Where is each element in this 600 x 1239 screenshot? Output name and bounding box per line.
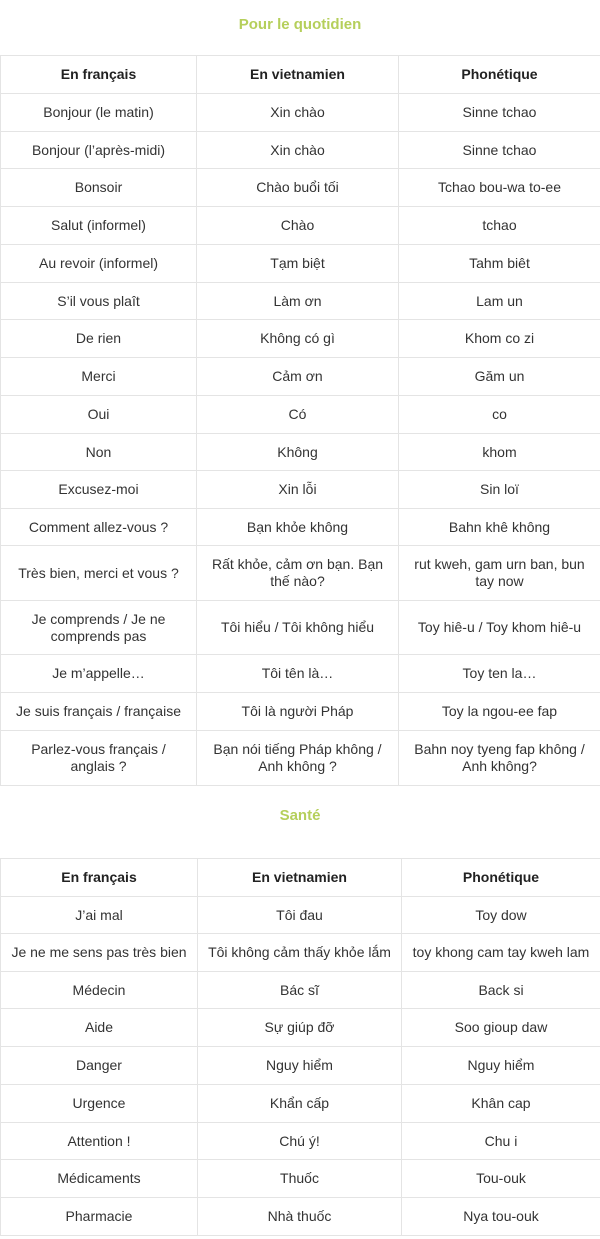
- cell-vietnamese: Tôi tên là…: [197, 655, 399, 693]
- cell-phonetic: Khom co zi: [399, 320, 600, 358]
- cell-vietnamese: Tôi đau: [198, 897, 402, 934]
- cell-phonetic: toy khong cam tay kweh lam: [402, 934, 600, 972]
- table-row: [1, 94, 600, 132]
- cell-phonetic: Bahn noy tyeng fap không / Anh không?: [399, 731, 600, 786]
- table-row: [1, 934, 600, 972]
- cell-phonetic: Tahm biêt: [399, 245, 600, 283]
- cell-phonetic: Sin loï: [399, 471, 600, 509]
- cell-french: Salut (informel): [1, 207, 197, 245]
- cell-vietnamese: Bạn nói tiếng Pháp không / Anh không ?: [197, 731, 399, 786]
- column-header-phonetic: Phonétique: [402, 859, 600, 897]
- cell-french: Je comprends / Je ne comprends pas: [1, 601, 197, 655]
- cell-french: Aide: [1, 1009, 198, 1047]
- table-row: [1, 320, 600, 358]
- cell-french: Je suis français / française: [1, 693, 197, 731]
- cell-vietnamese: Tạm biệt: [197, 245, 399, 283]
- section-title-quotidien: Pour le quotidien: [238, 16, 362, 33]
- table-row: [1, 509, 600, 546]
- cell-phonetic: Nya tou-ouk: [402, 1198, 600, 1236]
- column-header-vietnamese: En vietnamien: [197, 56, 399, 94]
- cell-phonetic: Toy dow: [402, 897, 600, 934]
- cell-french: Urgence: [1, 1085, 198, 1123]
- cell-french: Attention !: [1, 1123, 198, 1160]
- cell-phonetic: Khân cap: [402, 1085, 600, 1123]
- cell-vietnamese: Nguy hiểm: [198, 1047, 402, 1085]
- cell-french: Parlez-vous français / anglais ?: [1, 731, 197, 786]
- cell-vietnamese: Nhà thuốc: [198, 1198, 402, 1236]
- table-row: [1, 1123, 600, 1160]
- table-row: [1, 283, 600, 320]
- cell-french: Médicaments: [1, 1160, 198, 1198]
- cell-french: Merci: [1, 358, 197, 396]
- cell-vietnamese: Cảm ơn: [197, 358, 399, 396]
- cell-phonetic: Toy la ngou-ee fap: [399, 693, 600, 731]
- cell-vietnamese: Chú ý!: [198, 1123, 402, 1160]
- table-row: [1, 731, 600, 786]
- table-row: [1, 1085, 600, 1123]
- table-row: [1, 897, 600, 934]
- cell-phonetic: Toy hiê-u / Toy khom hiê-u: [399, 601, 600, 655]
- table-row: [1, 358, 600, 396]
- table-row: [1, 1009, 600, 1047]
- table-row: [1, 601, 600, 655]
- table-row: [1, 655, 600, 693]
- cell-phonetic: Nguy hiểm: [402, 1047, 600, 1085]
- cell-french: Danger: [1, 1047, 198, 1085]
- cell-french: Au revoir (informel): [1, 245, 197, 283]
- column-header-french: En français: [1, 56, 197, 94]
- table-row: [1, 207, 600, 245]
- cell-vietnamese: Xin lỗi: [197, 471, 399, 509]
- cell-vietnamese: Rất khỏe, cảm ơn bạn. Bạn thế nào?: [197, 546, 399, 601]
- cell-french: Oui: [1, 396, 197, 434]
- cell-french: Bonjour (le matin): [1, 94, 197, 132]
- cell-phonetic: Găm un: [399, 358, 600, 396]
- column-header-vietnamese: En vietnamien: [198, 859, 402, 897]
- cell-vietnamese: Xin chào: [197, 94, 399, 132]
- cell-vietnamese: Khẩn cấp: [198, 1085, 402, 1123]
- cell-phonetic: Bahn khê không: [399, 509, 600, 546]
- cell-vietnamese: Bác sĩ: [198, 972, 402, 1009]
- table-row: [1, 546, 600, 601]
- cell-phonetic: Chu i: [402, 1123, 600, 1160]
- table-row: [1, 693, 600, 731]
- cell-vietnamese: Sự giúp đỡ: [198, 1009, 402, 1047]
- phrase-table-quotidien: [0, 55, 600, 786]
- table-row: [1, 1198, 600, 1236]
- table-header-row: [1, 56, 600, 94]
- cell-phonetic: Back si: [402, 972, 600, 1009]
- table-row: [1, 1047, 600, 1085]
- cell-vietnamese: Chào: [197, 207, 399, 245]
- cell-phonetic: co: [399, 396, 600, 434]
- cell-french: Bonjour (l’après-midi): [1, 132, 197, 169]
- table-body-quotidien: [1, 94, 600, 786]
- table-body-sante: [1, 897, 600, 1236]
- cell-vietnamese: Không có gì: [197, 320, 399, 358]
- cell-french: Je m’appelle…: [1, 655, 197, 693]
- table-row: [1, 169, 600, 207]
- cell-french: Bonsoir: [1, 169, 197, 207]
- cell-vietnamese: Chào buổi tối: [197, 169, 399, 207]
- cell-vietnamese: Không: [197, 434, 399, 471]
- cell-french: Comment allez-vous ?: [1, 509, 197, 546]
- cell-vietnamese: Làm ơn: [197, 283, 399, 320]
- cell-french: Non: [1, 434, 197, 471]
- cell-phonetic: Toy ten la…: [399, 655, 600, 693]
- table-row: [1, 132, 600, 169]
- cell-french: Très bien, merci et vous ?: [1, 546, 197, 601]
- column-header-french: En français: [1, 859, 198, 897]
- cell-french: Médecin: [1, 972, 198, 1009]
- phrase-table-sante: [0, 858, 600, 1236]
- cell-vietnamese: Tôi không cảm thấy khỏe lắm: [198, 934, 402, 972]
- cell-french: Excusez-moi: [1, 471, 197, 509]
- cell-phonetic: Sinne tchao: [399, 132, 600, 169]
- table-row: [1, 245, 600, 283]
- section-title-sante: Santé: [279, 807, 321, 824]
- table-row: [1, 1160, 600, 1198]
- cell-vietnamese: Có: [197, 396, 399, 434]
- cell-vietnamese: Bạn khỏe không: [197, 509, 399, 546]
- cell-french: De rien: [1, 320, 197, 358]
- cell-phonetic: khom: [399, 434, 600, 471]
- cell-french: J’ai mal: [1, 897, 198, 934]
- cell-french: S’il vous plaît: [1, 283, 197, 320]
- cell-phonetic: Soo gioup daw: [402, 1009, 600, 1047]
- table-row: [1, 396, 600, 434]
- cell-phonetic: Tchao bou-wa to-ee: [399, 169, 600, 207]
- cell-phonetic: Tou-ouk: [402, 1160, 600, 1198]
- cell-vietnamese: Thuốc: [198, 1160, 402, 1198]
- cell-vietnamese: Tôi là người Pháp: [197, 693, 399, 731]
- column-header-phonetic: Phonétique: [399, 56, 600, 94]
- table-row: [1, 972, 600, 1009]
- table-header-row: [1, 859, 600, 897]
- cell-phonetic: Sinne tchao: [399, 94, 600, 132]
- table-row: [1, 471, 600, 509]
- cell-vietnamese: Xin chào: [197, 132, 399, 169]
- cell-french: Pharmacie: [1, 1198, 198, 1236]
- cell-phonetic: Lam un: [399, 283, 600, 320]
- table-row: [1, 434, 600, 471]
- cell-french: Je ne me sens pas très bien: [1, 934, 198, 972]
- cell-phonetic: rut kweh, gam urn ban, bun tay now: [399, 546, 600, 601]
- cell-vietnamese: Tôi hiểu / Tôi không hiểu: [197, 601, 399, 655]
- cell-phonetic: tchao: [399, 207, 600, 245]
